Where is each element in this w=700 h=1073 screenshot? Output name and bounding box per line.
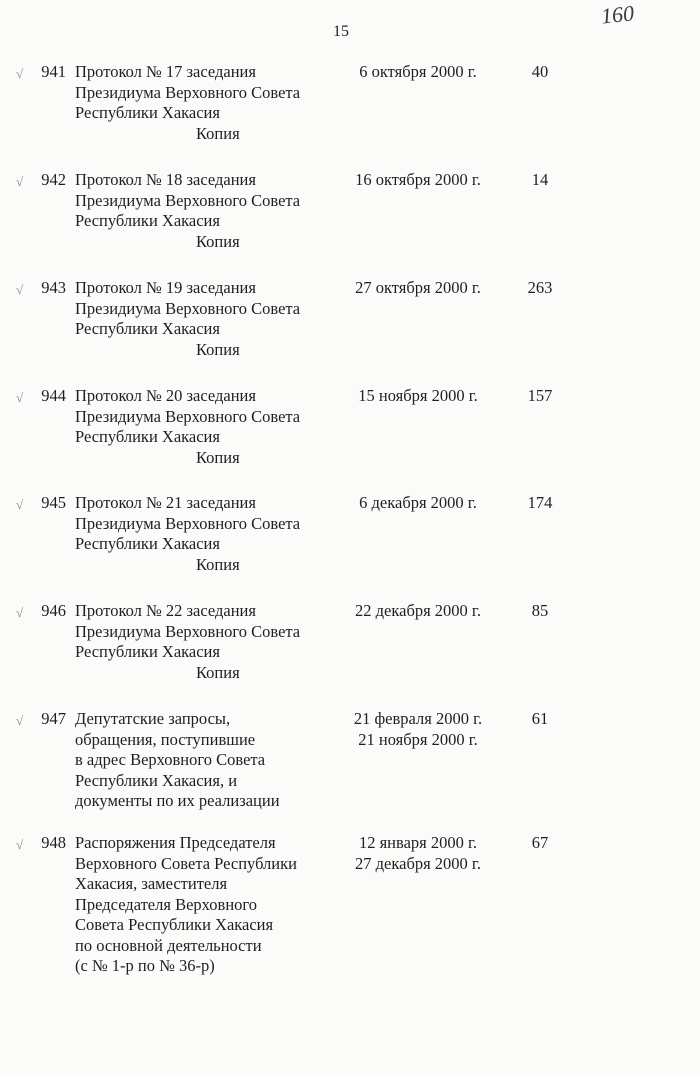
entry-title-line: обращения, поступившие xyxy=(75,729,256,749)
entry-date: 6 октября 2000 г. xyxy=(359,62,477,81)
entry-number: 948 xyxy=(41,833,66,852)
entry-title xyxy=(75,833,340,977)
entry-dates xyxy=(343,278,493,299)
entry-title-line: Протокол № 20 заседания xyxy=(75,386,256,405)
entry-sheet-count: 61 xyxy=(531,709,549,728)
entry-title-line: Протокол № 19 заседания xyxy=(75,278,256,297)
checkmark-icon: √ xyxy=(16,497,24,512)
entry-date: 27 октября 2000 г. xyxy=(355,278,481,297)
entry-note: Копия xyxy=(196,339,240,359)
entry-title-line: Депутатские запросы, xyxy=(75,709,231,728)
checkmark-icon: √ xyxy=(16,66,24,81)
entry-date: 22 декабря 2000 г. xyxy=(355,601,481,620)
entry-title-line: Президиума Верховного Совета xyxy=(75,190,301,210)
checkmark-icon: √ xyxy=(16,837,24,852)
entry-dates xyxy=(343,170,493,191)
checkmark-icon: √ xyxy=(16,390,24,405)
checkmark-icon: √ xyxy=(16,605,24,620)
entry-sheet-count: 40 xyxy=(531,62,549,81)
entry-title-line: Президиума Верховного Совета xyxy=(75,406,301,426)
entry-title-line: Президиума Верховного Совета xyxy=(75,621,301,641)
entry-number: 945 xyxy=(41,493,66,512)
entry-note: Копия xyxy=(196,447,240,467)
checkmark-icon: √ xyxy=(16,282,24,297)
entry-title-line: Республики Хакасия xyxy=(75,427,220,446)
entry-number: 946 xyxy=(41,601,66,620)
entry-number: 942 xyxy=(41,170,66,189)
entry-dates xyxy=(343,833,493,874)
checkmark-icon: √ xyxy=(16,174,24,189)
entry-title xyxy=(75,278,340,360)
entry-title-line: Республики Хакасия xyxy=(75,211,220,230)
entry-title xyxy=(75,386,340,468)
entry-date: 12 января 2000 г. xyxy=(358,833,478,852)
entry-number: 947 xyxy=(41,709,66,728)
entry-number: 943 xyxy=(41,278,66,297)
entry-sheet-count: 263 xyxy=(527,278,553,297)
entry-date: 21 ноября 2000 г. xyxy=(358,729,478,749)
entry-date: 16 октября 2000 г. xyxy=(355,170,481,189)
handwritten-sheet-number: 160 xyxy=(599,0,636,29)
entry-dates xyxy=(343,709,493,750)
checkmark-icon: √ xyxy=(16,713,24,728)
entry-title-line: Протокол № 21 заседания xyxy=(75,493,256,512)
entry-title-line: Президиума Верховного Совета xyxy=(75,82,301,102)
entry-dates xyxy=(343,62,493,83)
entry-date: 6 декабря 2000 г. xyxy=(359,493,477,512)
entry-title xyxy=(75,170,340,252)
entry-title-line: Президиума Верховного Совета xyxy=(75,298,301,318)
entry-title-line: Республики Хакасия xyxy=(75,642,220,661)
entry-note: Копия xyxy=(196,231,240,251)
entry-sheet-count: 14 xyxy=(531,170,549,189)
entry-date: 15 ноября 2000 г. xyxy=(358,386,478,405)
entry-title-line: документы по их реализации xyxy=(75,791,280,810)
entry-title-line: в адрес Верховного Совета xyxy=(75,750,266,769)
entry-title-line: Совета Республики Хакасия xyxy=(75,915,274,934)
entry-title-line: Председателя Верховного xyxy=(75,894,257,914)
entry-title-line: Распоряжения Председателя xyxy=(75,833,276,852)
entry-title-line: Республики Хакасия xyxy=(75,534,220,553)
entry-title-line: по основной деятельности xyxy=(75,935,262,955)
entry-date: 27 декабря 2000 г. xyxy=(355,853,481,873)
entry-title-line: Президиума Верховного Совета xyxy=(75,513,301,533)
entry-number: 944 xyxy=(41,386,66,405)
entry-title-line: Республики Хакасия xyxy=(75,319,220,338)
entry-date: 21 февраля 2000 г. xyxy=(353,709,483,728)
entry-dates xyxy=(343,493,493,514)
entry-dates xyxy=(343,601,493,622)
entry-title-line: Республики Хакасия xyxy=(75,103,220,122)
entry-title-line: Хакасия, заместителя xyxy=(75,874,228,893)
entry-title-line: Республики Хакасия, и xyxy=(75,770,238,790)
entry-title xyxy=(75,493,340,575)
entry-sheet-count: 67 xyxy=(531,833,549,852)
entry-title xyxy=(75,601,340,683)
entry-title-line: (с № 1-р по № 36-р) xyxy=(75,956,215,975)
entry-title xyxy=(75,709,340,812)
entry-note: Копия xyxy=(196,554,240,574)
entry-number: 941 xyxy=(41,62,66,81)
entry-title-line: Протокол № 17 заседания xyxy=(75,62,256,81)
entry-title-line: Протокол № 18 заседания xyxy=(75,170,256,189)
entry-title-line: Верховного Совета Республики xyxy=(75,853,297,873)
page-number: 15 xyxy=(333,23,349,40)
entry-note: Копия xyxy=(196,123,240,143)
entry-title xyxy=(75,62,340,144)
entry-dates xyxy=(343,386,493,407)
entry-sheet-count: 174 xyxy=(527,493,553,512)
entry-sheet-count: 157 xyxy=(527,386,553,405)
entry-sheet-count: 85 xyxy=(531,601,549,620)
entry-note: Копия xyxy=(196,662,240,682)
entry-title-line: Протокол № 22 заседания xyxy=(75,601,256,620)
